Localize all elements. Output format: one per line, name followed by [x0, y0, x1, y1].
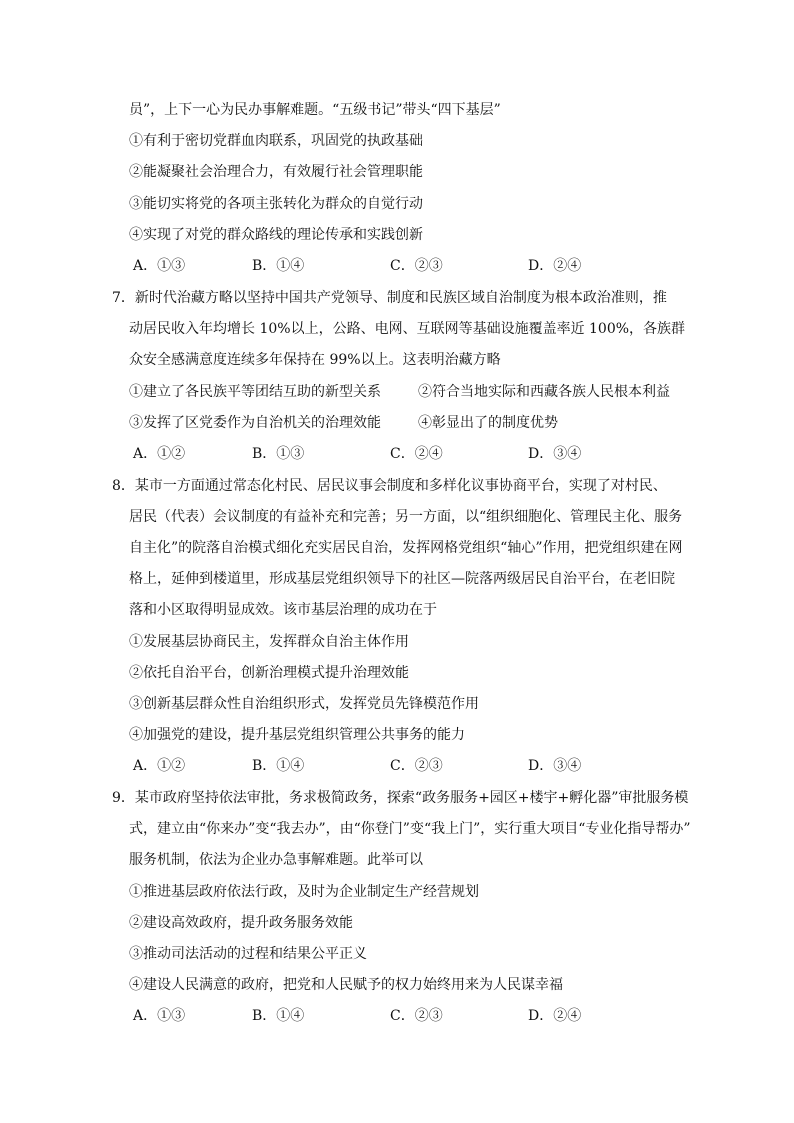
q7-stem-line-3: 众安全感满意度连续多年保持在 99%以上。这表明治藏方略 [129, 352, 501, 368]
q8-stem-line-3: 自主化”的院落自治模式细化充实居民自治，发挥网格党组织“轴心”作用，把党组织建在网 [129, 540, 683, 556]
q8-answer-d: D．③④ [528, 758, 582, 774]
q9-answer-d: D．②④ [528, 1008, 582, 1024]
q8-stem-line-5: 落和小区取得明显成效。该市基层治理的成功在于 [129, 602, 437, 618]
q8-stem-line-1: 8．某市一方面通过常态化村民、居民议事会制度和多样化议事协商平台，实现了对村民、 [112, 478, 667, 494]
q9-option-1: ①推进基层政府依法行政，及时为企业制定生产经营规划 [129, 884, 479, 900]
q9-answer-b: B．①④ [252, 1008, 305, 1024]
q8-answer-b: B．①④ [252, 758, 305, 774]
q9-option-3: ③推动司法活动的过程和结果公平正义 [129, 946, 367, 962]
q9-answer-c: C．②③ [390, 1008, 443, 1024]
q6-option-4: ④实现了对党的群众路线的理论传承和实践创新 [129, 227, 423, 243]
q8-option-4: ④加强党的建设，提升基层党组织管理公共事务的能力 [129, 727, 465, 743]
q7-answer-d: D．③④ [528, 446, 582, 462]
q6-answer-c: C．②③ [390, 258, 443, 274]
q7-option-4: ④彰显出了的制度优势 [418, 415, 558, 431]
q9-option-2: ②建设高效政府，提升政务服务效能 [129, 915, 353, 931]
q7-option-3: ③发挥了区党委作为自治机关的治理效能 [129, 415, 381, 431]
q6-option-2: ②能凝聚社会治理合力，有效履行社会管理职能 [129, 164, 423, 180]
q8-option-2: ②依托自治平台，创新治理模式提升治理效能 [129, 665, 409, 681]
q7-answer-b: B．①③ [252, 446, 305, 462]
q7-stem-line-1: 7．新时代治藏方略以坚持中国共产党领导、制度和民族区域自治制度为根本政治准则，推 [112, 290, 667, 306]
q7-answer-c: C．②④ [390, 446, 443, 462]
q7-option-1: ①建立了各民族平等团结互助的新型关系 [129, 384, 381, 400]
q8-stem-line-4: 格上，延伸到楼道里，形成基层党组织领导下的社区—院落两级居民自治平台，在老旧院 [129, 571, 675, 587]
q7-stem-line-2: 动居民收入年均增长 10%以上，公路、电网、互联网等基础设施覆盖率近 100%，各族群 [129, 321, 686, 337]
q7-answer-a: A．①② [133, 446, 186, 462]
q8-option-1: ①发展基层协商民主，发挥群众自治主体作用 [129, 634, 409, 650]
q9-answer-a: A．①③ [133, 1008, 186, 1024]
q6-answer-a: A．①③ [133, 258, 186, 274]
q9-option-4: ④建设人民满意的政府，把党和人民赋予的权力始终用来为人民谋幸福 [129, 977, 563, 993]
q9-stem-line-2: 式，建立由“你来办”变“我去办”，由“你登门”变“我上门”，实行重大项目“专业化指导帮办” [129, 821, 691, 837]
q7-option-2: ②符合当地实际和西藏各族人民根本利益 [418, 384, 670, 400]
q6-answer-d: D．②④ [528, 258, 582, 274]
q8-answer-a: A．①② [133, 758, 186, 774]
q8-option-3: ③创新基层群众性自治组织形式，发挥党员先锋模范作用 [129, 696, 479, 712]
q9-stem-line-3: 服务机制，依法为企业办急事解难题。此举可以 [129, 852, 423, 868]
q6-answer-b: B．①④ [252, 258, 305, 274]
q6-option-1: ①有利于密切党群血肉联系，巩固党的执政基础 [129, 133, 423, 149]
q9-stem-line-1: 9．某市政府坚持依法审批，务求极简政务，探索“政务服务+园区+楼宇+孵化器”审批服务模 [112, 790, 689, 806]
q8-answer-c: C．②③ [390, 758, 443, 774]
q8-stem-line-2: 居民（代表）会议制度的有益补充和完善；另一方面，以“组织细胞化、管理民主化、服务 [129, 509, 683, 525]
q6-option-3: ③能切实将党的各项主张转化为群众的自觉行动 [129, 196, 423, 212]
q6-stem-line: 员”，上下一心为民办事解难题。“五级书记”带头“四下基层” [129, 102, 501, 118]
